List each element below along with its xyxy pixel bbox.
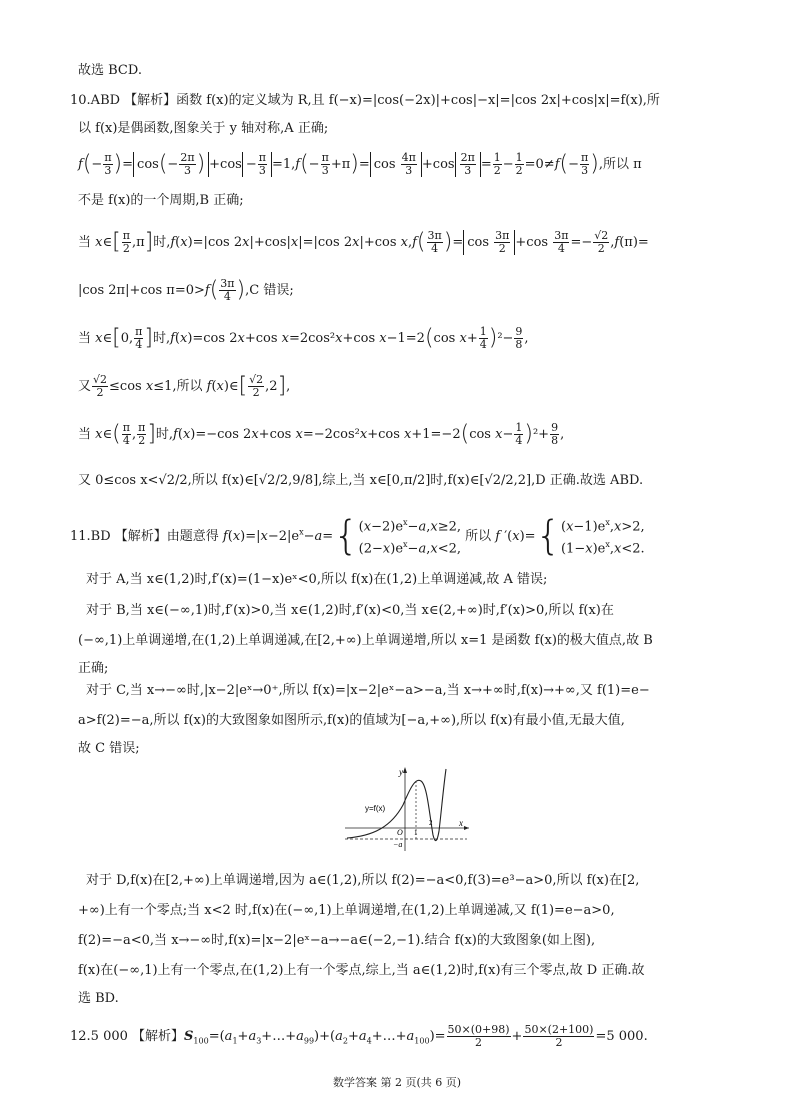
q10-period-formula: f(− $\frac{\pi}{3}$ )= cos(− $\frac{2\pi}{3}$ ) +cos − $\frac{\pi}{3}$ =1,f(− $\frac{\pi}{3}$ +π)= cos $\frac{4\pi}{3}$ +cos $\frac{2\pi}{3}$ = $\frac{1}{2}$ − $\frac{1}{2}$ =0≠f(− $\frac{\pi}{3}$ ),所以 π bbox=[78, 151, 642, 177]
q12-answer: 12.5 000 【解析】$S_{100}=(a_1+a_3+\dots+a_{99})+(a_2+a_4+\dots+a_{100})=$ $\frac{50\times(0+98)}{2}$ + $\frac{50\times(2+100)}{2}$ =5 000. bbox=[70, 1023, 648, 1049]
q11-d-2: +∞)上有一个零点;当 x<2 时,f(x)在(−∞,1)上单调递增,在(1,2)上单调递减,又 f(1)=e−a>0, bbox=[78, 903, 615, 918]
q11-b-2: (−∞,1)上单调递增,在(1,2)上单调递减,在[2,+∞)上单调递增,所以 x=1 是函数 f(x)的极大值点,故 B bbox=[78, 633, 653, 648]
y-axis-label: y bbox=[399, 767, 403, 777]
q11-b-1: 对于 B,当 x∈(−∞,1)时,f′(x)>0,当 x∈(1,2)时,f′(x)<0,当 x∈(2,+∞)时,f′(x)>0,所以 f(x)在 bbox=[86, 603, 614, 618]
q10-case-d2: 又 $\frac{√2}{2}$ ≤cos x≤1,所以 f(x)∈[ $\frac{√2}{2}$ ,2], bbox=[78, 373, 291, 399]
q11-c-1: 对于 C,当 x→−∞时,|x−2|eˣ→0⁺,所以 f(x)=|x−2|eˣ−a>−a,当 x→+∞时,f(x)→+∞,又 f(1)=e− bbox=[86, 683, 650, 698]
x-axis-arrow-icon bbox=[464, 826, 469, 830]
q11-c-3: 故 C 错误; bbox=[78, 741, 140, 756]
x-axis-label: x bbox=[459, 818, 463, 828]
q10-even: 以 f(x)是偶函数,图象关于 y 轴对称,A 正确; bbox=[78, 121, 329, 136]
q10-conclusion: 又 0≤cos x<√2/2,所以 f(x)∈[√2/2,9/8],综上,当 x∈[0,π/2]时,f(x)∈[√2/2,2],D 正确.故选 ABD. bbox=[78, 473, 644, 488]
q11-a: 对于 A,当 x∈(1,2)时,f′(x)=(1−x)eˣ<0,所以 f(x)在(1,2)上单调递减,故 A 错误; bbox=[86, 572, 548, 587]
page-footer: 数学答案 第 2 页(共 6 页) bbox=[332, 1076, 462, 1089]
q11-b-3: 正确; bbox=[78, 661, 109, 676]
y-axis-arrow-icon bbox=[403, 767, 407, 773]
q10-case-d3: 当 x∈( $\frac{\pi}{4}$ , $\frac{\pi}{2}$ ]时,f(x)=−cos 2x+cos x=−2cos²x+cos x+1=−2(cos x− $\frac{1}{4}$ )²+ $\frac{9}{8}$ , bbox=[78, 421, 565, 447]
q10-period-end: 不是 f(x)的一个周期,B 正确; bbox=[78, 193, 244, 208]
curve-label: y=f(x) bbox=[365, 804, 386, 813]
q11-d-4: f(x)在(−∞,1)上有一个零点,在(1,2)上有一个零点,综上,当 a∈(1,2)时,f(x)有三个零点,故 D 正确.故 bbox=[78, 963, 645, 978]
q10-intro: 10.ABD 【解析】函数 f(x)的定义域为 R,且 f(−x)=|cos(−2x)|+cos|−x|=|cos 2x|+cos|x|=f(x),所 bbox=[70, 93, 660, 108]
neg-a-label: −a bbox=[393, 840, 403, 849]
function-graph-figure bbox=[343, 765, 473, 853]
q10-case-c-2: |cos 2π|+cos π=0>f( $\frac{3\pi}{4}$ ),C 错误; bbox=[78, 277, 294, 303]
q10-case-d1: 当 x∈[0, $\frac{\pi}{4}$ ]时,f(x)=cos 2x+cos x=2cos²x+cos x−1=2(cos x+ $\frac{1}{4}$ )²− $\frac{9}{8}$ , bbox=[78, 325, 529, 351]
origin-label: O bbox=[397, 828, 403, 837]
q11-intro: 11.BD 【解析】由题意得 $f(x)=|x-2|e^x-a=\{(x-2)e^x-a,x\ge 2$, $(2-x)e^x-a,x<2$, 所以 f $'(x)=\{(x-1)e^x,x>2$, $(1-x)e^x,x<2$. bbox=[70, 513, 645, 560]
q10-case-c: 当 x∈[ $\frac{\pi}{2}$ ,π]时,f(x)=|cos 2x|+cos|x|=|cos 2x|+cos x,f( $\frac{3\pi}{4}$ )= cos $\frac{3\pi}{2}$ +cos $\frac{3\pi}{4}$ =− $\frac{√2}{2}$ ,f(π)= bbox=[78, 229, 649, 255]
line-select-bcd: 故选 BCD. bbox=[78, 63, 142, 78]
tick-2-label: 2 bbox=[429, 819, 433, 827]
q10-c-end: ,C 错误; bbox=[245, 283, 294, 298]
q11-d-1: 对于 D,f(x)在[2,+∞)上单调递增,因为 a∈(1,2),所以 f(2)=−a<0,f(3)=e³−a>0,所以 f(x)在[2, bbox=[86, 873, 640, 888]
q11-d-5: 选 BD. bbox=[78, 991, 119, 1006]
q11-c-2: a>f(2)=−a,所以 f(x)的大致图象如图所示,f(x)的值域为[−a,+∞),所以 f(x)有最小值,无最大值, bbox=[78, 713, 625, 728]
tick-1-label: 1 bbox=[414, 829, 418, 837]
q11-d-3: f(2)=−a<0,当 x→−∞时,f(x)=|x−2|eˣ−a→−a∈(−2,−1).结合 f(x)的大致图象(如上图), bbox=[78, 933, 596, 948]
